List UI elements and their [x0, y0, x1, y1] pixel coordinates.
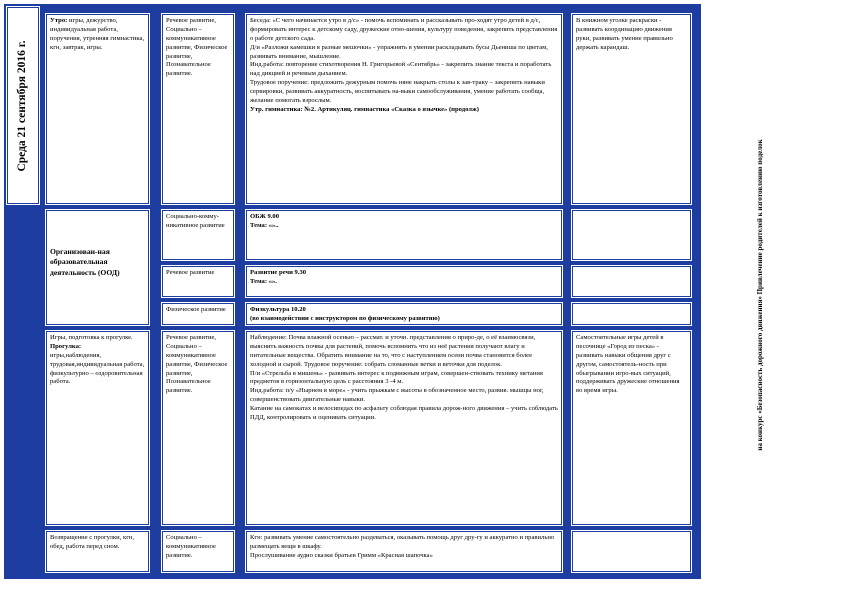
ood-activity-cell-1 [246, 210, 562, 260]
ood-section-cell [46, 210, 149, 325]
walk-environment-text: Самостоятельные игры детей в песочнице «Город из песка» - развивать навыки общения друг с другом, самостоятель-ность при обыгрывании игро-вых ситуаций, поддерживать дружеские отношения во время игры. [576, 334, 680, 395]
walk-section-prep: Игры, подготовка к прогулке. [50, 334, 133, 341]
date-cell [7, 7, 39, 204]
ood-areas-cell-3 [162, 303, 234, 325]
morning-areas-text: Речевое развитие, Социально – коммуникативное развитие, Физическое развитие, Познавательное развитие. [166, 17, 228, 78]
morning-section-heading: Утро: [50, 17, 68, 24]
walk-environment-cell [572, 331, 691, 525]
return-activity-audio-tale: Прослушивание аудио сказки братьев Гримм «Красная шапочка» [250, 551, 433, 559]
walk-activity-individual-work: Инд.работа: п/у «Нырнем в море» - учить прыжкам с высоты в обозначенное место, развив. мышцы ног, совершенствовать двигательные навыки. [250, 387, 544, 404]
walk-section-heading: Прогулка: [50, 342, 82, 350]
ood-activity-title-3: Физкультура 10.20 [250, 306, 306, 313]
return-activity-cell [246, 531, 562, 572]
ood-areas-text-1: Социально-комму-никативное развитие [166, 213, 225, 229]
walk-activity-observation: Наблюдение: Почва влажной осенью – рассмат. и уточн. представления о приро-де, о её взаимосвязи, выяснить важность почвы для растений, помочь вспомнить что из неё растения получают влагу и питательные вещества. Обратить внимание на то, что с наступлением осени почва становится более холодной и сырой. Трудовое поручение: собрать сломанные ветки и веточки для поделок. [250, 334, 536, 368]
ood-activity-title-2: Развитие речи 9.30 [250, 269, 307, 276]
return-section-cell [46, 531, 149, 572]
ood-activity-topic-3: (во взаимодействии с инструктором по физическому развитию) [250, 314, 440, 322]
morning-activity-didactic-game: Д/и «Разложи камешки в разные мешочки» - упражнять в умении раскладывать бусы Дьениша по цветам, развивать внимание, мышление. [250, 43, 548, 60]
ood-environment-cell-1 [572, 210, 691, 260]
morning-activity-labor: Трудовое поручение: предложить дежурным помочь няне накрыть столы к зав-траку – закрепить навыки сервировки, развивать аккуратность, воспитывать на-выки самообслуживания, умение работать сообща, желание помогать взрослым. [250, 79, 545, 105]
ood-areas-text-2: Речевое развитие [166, 269, 215, 276]
morning-areas-cell [162, 14, 234, 204]
ood-section-text: Организован-ная образовательная деятельность (ООД) [50, 247, 120, 277]
ood-activity-title-1: ОБЖ 9.00 [250, 213, 280, 220]
return-activity-kgn: Кгн: развивать умение самостоятельно раздеваться, оказывать помощь друг дру-гу и аккуратно и правильно размещать вещи в шкафу. [250, 534, 555, 550]
walk-section-cell [46, 331, 149, 525]
morning-activity-cell [246, 14, 562, 204]
ood-environment-cell-3 [572, 303, 691, 325]
ood-activity-cell-2 [246, 266, 562, 297]
walk-areas-text: Речевое развитие, Социально – коммуникативное развитие, Физическое развитие, Познавательное развитие. [166, 334, 228, 395]
ood-areas-text-3: Физическое развитие [166, 306, 226, 313]
walk-section-text: игры,наблюдения, трудовая,индивидуальная работа, физкультурно – оздоровительная работа. [50, 351, 145, 386]
ood-areas-cell-1 [162, 210, 234, 260]
return-section-text: Возвращение с прогулки, кгн, обед, работа перед сном. [50, 534, 135, 550]
morning-activity-gymnastics: Утр. гимнастика: №2. Артикуляц. гимнастика «Сказка о язычке» (продолж) [250, 105, 479, 113]
date-label: Среда 21 сентября 2016 г. [16, 39, 29, 172]
walk-activity-outdoor-game: П/и «Стрельба в мишень» - развивать интерес к подвижным играм, совершен-ствовать технику метания предметов в горизонтальную цель с расстояния 3 -4 м. [250, 369, 543, 386]
morning-environment-text: В книжном уголке раскраски - развивать координацию движения руки, развивать умение правильно держать карандаш. [576, 17, 673, 51]
morning-activity-conversation: Беседа: «С чего начинается утро в д/с» - помочь вспоминать и рассказывать про-ходят утро детей в д/с, формировать интерес к детскому саду, дружеские отно-шения, культуру поведения, закрепить представления о работе детского сада. [250, 17, 558, 42]
return-areas-text: Социально – коммуникативное развитие. [166, 534, 216, 559]
walk-activity-cell [246, 331, 562, 525]
morning-environment-cell [572, 14, 691, 204]
ood-environment-cell-2 [572, 266, 691, 297]
return-environment-cell [572, 531, 691, 572]
morning-section-text: игры, дежурство, индивидуальная работа, поручения, утренняя гимнастика, кгн, завтрак, игры. [50, 17, 145, 51]
ood-activity-topic-1: Тема: «».. [250, 221, 279, 229]
morning-activity-individual-work: Инд.работа: повторение стихотворения Н. Григорьевой «Сентябрь» - закрепить знание текста и поработать над дикцией и речевым дыханием. [250, 61, 552, 78]
walk-activity-scooters: Катание на самокатах и велосипедах по асфальту соблюдая правила дорож-ного движения – учить соблюдать ПДД, контролировать и оценивать ситуации. [250, 405, 558, 422]
ood-areas-cell-2 [162, 266, 234, 297]
walk-areas-cell [162, 331, 234, 525]
morning-section-cell [46, 14, 149, 204]
ood-activity-topic-2: Тема: «». [250, 277, 277, 285]
ood-activity-cell-3 [246, 303, 562, 325]
side-note: на конкурс «Безопасность дорожного движения» Привлечение родителей к изготовлению поделок [756, 139, 764, 451]
return-areas-cell [162, 531, 234, 572]
